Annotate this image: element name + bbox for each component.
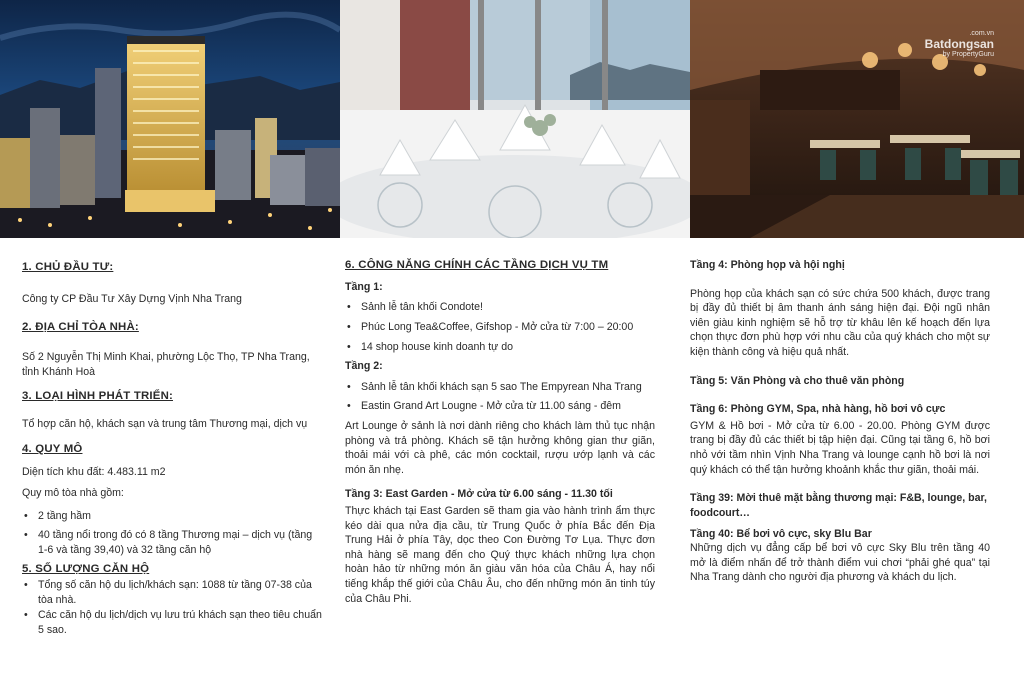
- watermark-tagline: by PropertyGuru: [942, 51, 994, 58]
- floor-3-title: Tầng 3: East Garden - Mở cửa từ 6.00 sáng - 11.30 tối: [345, 488, 613, 501]
- floor-4-text: Phòng họp của khách sạn có sức chứa 500 khách, được trang bị đầy đủ thiết bị âm thanh ánh sáng hiện đại. Đội ngũ nhân viên giàu kinh nghiệm sẽ hỗ trợ từ khâu lên kế hoạch đến lựa chọn thực đơn phù hợp với nhu cầu của quý khách cho một sự kiện thành công và hiệu quả nhất.: [690, 287, 990, 359]
- floor-3-text: Thực khách tại East Garden sẽ tham gia vào hành trình ẩm thực kéo dài qua nửa địa cầu, từ Trung Quốc ở phía Bắc đến Địa Trung Hải ở phía Tây, dọc theo Con Đường Tơ Lụa. Thực đơn nhà hàng sẽ mang đến cho Quý thực khách những lựa chọn hoàn hảo từ những món ăn giàu văn hóa của Châu Á, hay nổi tiếng khắp thế giới của Châu Âu, cho đến những món ăn tinh túy của Châu Phi.: [345, 505, 655, 605]
- floor-2-list: [345, 380, 655, 414]
- list-item: • Tổng số căn hộ du lịch/khách sạn: 1088 từ tầng 07-38 của tòa nhà.: [22, 578, 322, 607]
- column-2: [345, 250, 655, 606]
- list-item: • 2 tầng hầm: [22, 509, 322, 524]
- banquet-table-photo: [340, 0, 690, 238]
- list-item: • 14 shop house kinh doanh tự do: [345, 340, 655, 355]
- floor-1-title: Tầng 1:: [345, 280, 383, 293]
- apartment-count-list: [22, 578, 322, 637]
- list-item: • 40 tầng nổi trong đó có 8 tầng Thương mại – dịch vụ (tầng 1-6 và tầng 39,40) và 32 tầng căn hộ: [22, 528, 322, 557]
- list-item: • Phúc Long Tea&Coffee, Gifshop - Mở cửa từ 7:00 – 20:00: [345, 320, 655, 335]
- land-area-text: Diện tích khu đất: 4.483.11 m2: [22, 466, 166, 479]
- section-5-title: 5. SỐ LƯỢNG CĂN HỘ: [22, 563, 150, 576]
- city-night-photo: [0, 0, 340, 238]
- floor-6-title: Tầng 6: Phòng GYM, Spa, nhà hàng, hồ bơi vô cực: [690, 403, 946, 416]
- floor-40-text: Những dịch vụ đẳng cấp bể bơi vô cực Sky Blu trên tầng 40 mở là điểm nhấn để trở thành điểm vui chơi “phải ghé qua” tại Nha Trang dành cho người địa phương và khách du lịch.: [690, 542, 990, 584]
- list-item: • Sảnh lễ tân khối Condote!: [345, 300, 655, 315]
- floor-2-title: Tầng 2:: [345, 360, 383, 373]
- section-2-title: 2. ĐỊA CHỈ TÒA NHÀ:: [22, 321, 139, 334]
- floor-2-text: Art Lounge ở sảnh là nơi dành riêng cho khách làm thủ tục nhận phòng và trả phòng. Khách sẽ tận hưởng không gian thư giãn, thoải mái với cà phê, các món cocktail, rượu ướp lạnh và các món ăn nhẹ.: [345, 420, 655, 476]
- development-type-text: Tổ hợp căn hộ, khách sạn và trung tâm Thương mại, dịch vụ: [22, 418, 308, 431]
- address-text: Số 2 Nguyễn Thị Minh Khai, phường Lộc Thọ, TP Nha Trang, tỉnh Khánh Hoà: [22, 351, 310, 378]
- floor-1-list: [345, 300, 655, 354]
- watermark-brand: Batdongsan: [924, 37, 994, 51]
- floor-4-title: Tầng 4: Phòng họp và hội nghị: [690, 259, 845, 271]
- watermark: [925, 30, 994, 58]
- restaurant-interior-photo: [690, 0, 1024, 238]
- photo-strip: [0, 0, 1024, 238]
- section-6-title: 6. CÔNG NĂNG CHÍNH CÁC TẦNG DỊCH VỤ TM: [345, 259, 609, 271]
- scale-list: [22, 509, 322, 558]
- floor-40-title: Tầng 40: Bể bơi vô cực, sky Blu Bar: [690, 527, 872, 540]
- floor-5-title: Tầng 5: Văn Phòng và cho thuê văn phòng: [690, 374, 905, 387]
- section-1-title: 1. CHỦ ĐẦU TƯ:: [22, 261, 114, 273]
- building-scale-text: Quy mô tòa nhà gồm:: [22, 486, 124, 499]
- floor-39-title: Tầng 39: Mời thuê mặt bằng thương mại: F&B, lounge, bar, foodcourt…: [690, 492, 988, 519]
- section-3-title: 3. LOẠI HÌNH PHÁT TRIỂN:: [22, 390, 173, 403]
- watermark-domain: .com.vn: [969, 30, 994, 37]
- column-1: [22, 250, 322, 639]
- floor-6-text: GYM & Hồ bơi - Mở cửa từ 6.00 - 20.00. Phòng GYM được trang bị đầy đủ các thiết bị tập hiện đại. Cũng tại tầng 6, hồ bơi nhỏ với tầm nhìn Vịnh Nha Trang và lounge cạnh hồ bơi là nơi quý khách có thể tận hưởng khoảnh khắc thư giãn, thoải mái.: [690, 419, 990, 476]
- section-4-title: 4. QUY MÔ: [22, 442, 83, 455]
- list-item: • Các căn hộ du lịch/dịch vụ lưu trú khách sạn theo tiêu chuẩn 5 sao.: [22, 608, 322, 637]
- list-item: • Eastin Grand Art Lougne - Mở cửa từ 11.00 sáng - đêm: [345, 399, 655, 414]
- investor-text: Công ty CP Đầu Tư Xây Dựng Vịnh Nha Trang: [22, 292, 242, 305]
- list-item: • Sảnh lễ tân khối khách sạn 5 sao The Empyrean Nha Trang: [345, 380, 655, 395]
- column-3: [690, 250, 990, 585]
